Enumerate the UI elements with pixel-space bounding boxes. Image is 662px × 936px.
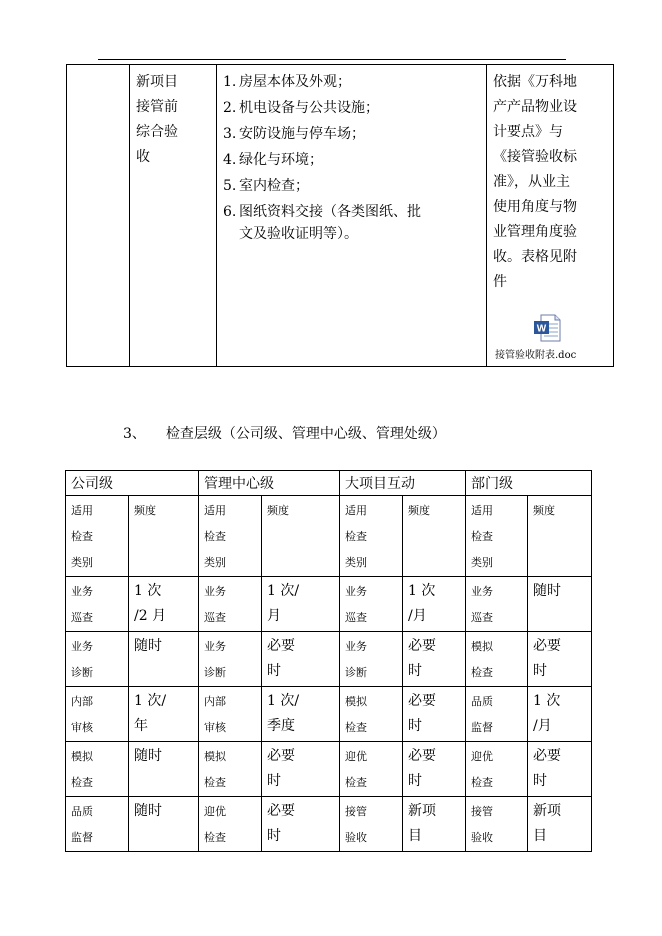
basis-cell [486, 64, 614, 367]
check-type-cell: 品质 监督 [66, 797, 129, 852]
level-header: 大项目互动 [340, 471, 466, 496]
check-type-cell: 内部 审核 [66, 687, 129, 742]
list-item: 2. 机电设备与公共设施； [223, 100, 379, 116]
frequency-cell: 1 次 /2 月 [129, 577, 199, 632]
basis-line: 收。表格见附 [493, 249, 577, 265]
section-number: 3、 [123, 426, 146, 442]
level-header: 管理中心级 [199, 471, 340, 496]
level-header: 公司级 [66, 471, 199, 496]
check-type-cell: 迎优 检查 [466, 742, 528, 797]
frequency-cell: 必要 时 [528, 742, 592, 797]
frequency-cell: 必要 时 [262, 632, 340, 687]
category-cell [129, 64, 217, 367]
check-type-cell: 业务 诊断 [340, 632, 403, 687]
table-row [66, 797, 592, 852]
frequency-cell: 必要 时 [528, 632, 592, 687]
frequency-cell: 1 次/ 年 [129, 687, 199, 742]
type-header: 适用 检查 类别 [66, 496, 129, 577]
empty-cell [66, 64, 130, 367]
inspection-items-list [217, 65, 486, 247]
word-document-icon[interactable] [532, 313, 562, 343]
frequency-cell: 新项 目 [403, 797, 466, 852]
items-cell [216, 64, 487, 367]
basis-line: 使用角度与物 [493, 199, 577, 215]
check-type-cell: 模拟 检查 [340, 687, 403, 742]
category-line: 接管前 [136, 99, 178, 115]
list-item: 6. 图纸资料交接（各类图纸、批 文及验收证明等）。 [223, 204, 421, 242]
basis-line: 业管理角度验 [493, 224, 577, 240]
basis-line: 件 [493, 274, 507, 290]
frequency-cell: 随时 [129, 797, 199, 852]
category-line: 综合验 [136, 124, 178, 140]
check-type-cell: 接管 验收 [340, 797, 403, 852]
list-item: 1. 房屋本体及外观； [223, 74, 351, 90]
type-header: 适用 检查 类别 [466, 496, 528, 577]
attachment-filename[interactable]: 接管验收附表.doc [495, 350, 577, 361]
freq-header: 频度 [528, 496, 592, 577]
freq-header: 频度 [262, 496, 340, 577]
check-type-cell: 业务 诊断 [66, 632, 129, 687]
basis-line: 产产品物业设 [493, 99, 577, 115]
category-line: 收 [136, 149, 150, 165]
frequency-cell: 随时 [528, 577, 592, 632]
type-header: 适用 检查 类别 [340, 496, 403, 577]
frequency-cell: 必要 时 [403, 742, 466, 797]
frequency-cell: 1 次/ 月 [262, 577, 340, 632]
category-line: 新项目 [136, 74, 178, 90]
table-row [66, 687, 592, 742]
check-type-cell: 业务 巡查 [199, 577, 262, 632]
level-rows [66, 577, 592, 852]
check-type-cell: 模拟 检查 [66, 742, 129, 797]
check-type-cell: 迎优 检查 [340, 742, 403, 797]
check-type-cell: 品质 监督 [466, 687, 528, 742]
check-type-cell: 迎优 检查 [199, 797, 262, 852]
frequency-cell: 必要 时 [403, 632, 466, 687]
freq-header: 频度 [129, 496, 199, 577]
check-type-cell: 业务 诊断 [199, 632, 262, 687]
frequency-cell: 1 次/ 季度 [262, 687, 340, 742]
type-header: 适用 检查 类别 [199, 496, 262, 577]
frequency-cell: 随时 [129, 742, 199, 797]
check-type-cell: 接管 验收 [466, 797, 528, 852]
basis-line: 计要点》与 [493, 124, 563, 140]
list-item: 4. 绿化与环境； [223, 152, 323, 168]
acceptance-table [66, 64, 614, 367]
frequency-cell: 必要 时 [262, 797, 340, 852]
sub-header-row [66, 496, 592, 577]
check-type-cell: 模拟 检查 [199, 742, 262, 797]
freq-header: 频度 [403, 496, 466, 577]
check-type-cell: 业务 巡查 [340, 577, 403, 632]
basis-line: 准》，从业主 [493, 174, 570, 190]
check-type-cell: 业务 巡查 [66, 577, 129, 632]
section-heading [123, 423, 446, 443]
frequency-cell: 必要 时 [403, 687, 466, 742]
list-item: 5. 室内检查； [223, 178, 309, 194]
frequency-cell: 1 次 /月 [403, 577, 466, 632]
check-type-cell: 模拟 检查 [466, 632, 528, 687]
frequency-cell: 必要 时 [262, 742, 340, 797]
basis-line: 依据《万科地 [493, 74, 577, 90]
table-row [66, 742, 592, 797]
inspection-levels-table [65, 470, 592, 852]
table-row [66, 632, 592, 687]
check-type-cell: 业务 巡查 [466, 577, 528, 632]
level-header: 部门级 [466, 471, 592, 496]
svg-text:W: W [536, 323, 547, 335]
frequency-cell: 新项 目 [528, 797, 592, 852]
table-row [66, 577, 592, 632]
level-header-row [66, 471, 592, 496]
section-title: 检查层级（公司级、管理中心级、管理处级） [165, 426, 446, 442]
list-item: 3. 安防设施与停车场； [223, 126, 365, 142]
frequency-cell: 随时 [129, 632, 199, 687]
basis-line: 《接管验收标 [493, 149, 577, 165]
header-rule [98, 59, 566, 60]
check-type-cell: 内部 审核 [199, 687, 262, 742]
frequency-cell: 1 次 /月 [528, 687, 592, 742]
